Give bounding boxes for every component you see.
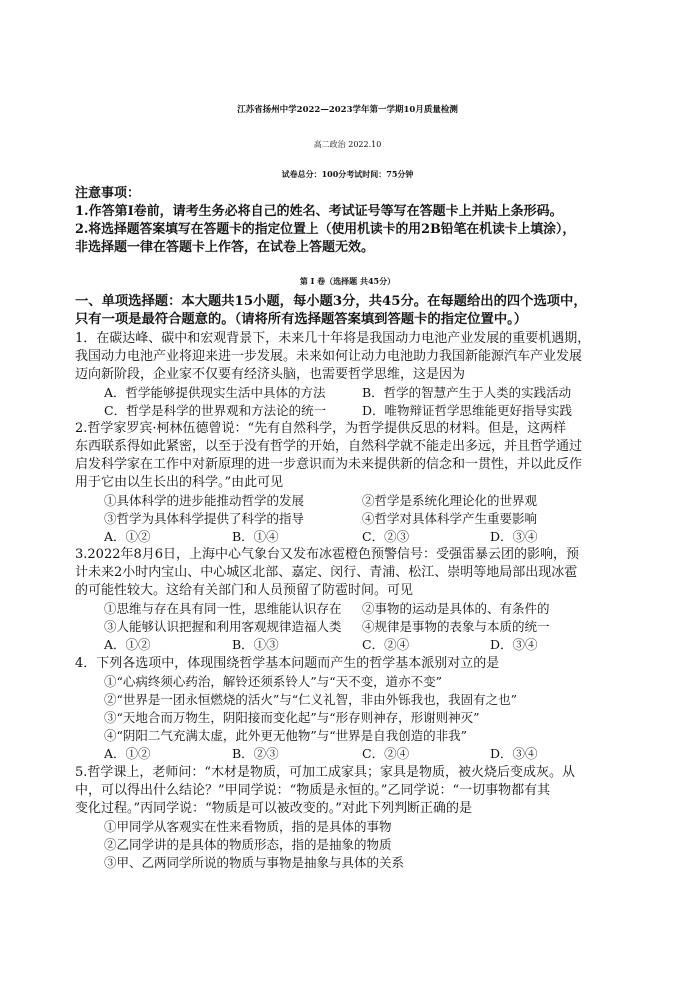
q5-stem-line-1: 5.哲学课上，老师问：“木材是物质，可加工成家具；家具是物质，被火烧后变成灰。从 bbox=[75, 765, 576, 780]
q5-statement-2: ②乙同学讲的是具体的物质形态，指的是抽象的物质 bbox=[104, 837, 392, 852]
q4-stem-line-1: 4．下列各选项中，体现围绕哲学基本问题而产生的哲学基本派别对立的是 bbox=[75, 656, 500, 671]
q1-stem-line-3: 迈向新阶段，企业家不仅要有经济头脑，也需要哲学思维，这是因为 bbox=[75, 367, 466, 382]
exam-title: 江苏省扬州中学2022—2023学年第一学期10月质量检测 bbox=[237, 105, 458, 115]
section-instruction-2: 只有一项是最符合题意的。（请将所有选择题答案填到答题卡的指定位置中。） bbox=[75, 312, 528, 327]
q2-stem-line-2: 东西联系得如此紧密，以至于没有哲学的开始，自然科学就不能走出多远，并且哲学通过 bbox=[75, 439, 583, 454]
q2-statement-1: ①具体科学的进步能推动哲学的发展 bbox=[104, 493, 305, 508]
q1-stem-line-1: 1．在碳达峰、碳中和宏观背景下，未来几十年将是我国动力电池产业发展的重要机遇期， bbox=[75, 331, 591, 346]
q4-option-a: A．①② bbox=[104, 746, 151, 761]
q2-option-a: A．①② bbox=[104, 529, 151, 544]
q1-option-c: C．哲学是科学的世界观和方法论的统一 bbox=[104, 403, 327, 418]
notice-heading: 注意事项： bbox=[75, 186, 141, 201]
q4-option-d: D．③④ bbox=[490, 746, 538, 761]
exam-info: 试卷总分：100分考试时间：75分钟 bbox=[281, 169, 414, 179]
q5-stem-line-3: 变化过程。”丙同学说：“物质是可以被改变的。”对此下列判断正确的是 bbox=[75, 801, 472, 816]
q1-option-a: A．哲学能够提供现实生活中具体的方法 bbox=[104, 385, 326, 400]
q1-stem-line-2: 我国动力电池产业将迎来进一步发展。未来如何让动力电池助力我国新能源汽车产业发展 bbox=[75, 349, 583, 364]
q4-statement-2: ②“世界是一团永恒燃烧的活火”与“仁义礼智，非由外铄我也，我固有之也” bbox=[104, 692, 518, 707]
section-instruction-1: 一、单项选择题：本大题共15小题，每小题3分，共45分。在每题给出的四个选项中， bbox=[75, 294, 587, 309]
q3-statement-2: ②事物的运动是具体的、有条件的 bbox=[362, 601, 550, 616]
q1-option-b: B．哲学的智慧产生于人类的实践活动 bbox=[362, 385, 572, 400]
q5-statement-1: ①甲同学从客观实在性来看物质，指的是具体的事物 bbox=[104, 819, 392, 834]
q4-option-c: C．②④ bbox=[362, 746, 410, 761]
q3-stem-line-2: 计未来2小时内宝山、中心城区北部、嘉定、闵行、青浦、松江、崇明等地局部出现冰雹 bbox=[75, 565, 578, 580]
q3-stem-line-3: 的可能性较大。这给有关部门和人员预留了防雹时间。可见 bbox=[75, 583, 414, 598]
exam-subtitle: 高二政治 2022.10 bbox=[313, 140, 382, 149]
q4-statement-4: ④“阴阳二气充满太虚，此外更无他物”与“世界是自我创造的非我” bbox=[104, 728, 468, 743]
q2-statement-2: ②哲学是系统化理论化的世界观 bbox=[362, 493, 538, 508]
section-title: 第 Ⅰ 卷（选择题 共45分） bbox=[299, 276, 396, 286]
q3-statement-1: ①思维与存在具有同一性，思维能认识存在 bbox=[104, 601, 342, 616]
q3-stem-line-1: 3.2022年8月6日，上海中心气象台又发布冰雹橙色预警信号：受强雷暴云团的影响，预 bbox=[75, 547, 580, 562]
q4-option-b: B．②③ bbox=[232, 746, 279, 761]
q2-stem-line-3: 启发科学家在工作中对新原理的进一步意识而为未来提供新的信念和一贯性，并以此反作 bbox=[75, 457, 583, 472]
q2-option-d: D．③④ bbox=[490, 529, 538, 544]
q2-statement-3: ③哲学为具体科学提供了科学的指导 bbox=[104, 511, 305, 526]
q2-option-b: B．①④ bbox=[232, 529, 279, 544]
q5-statement-3: ③甲、乙两同学所说的物质与事物是抽象与具体的关系 bbox=[104, 855, 405, 870]
notice-line-1: 1.作答第Ⅰ卷前，请考生务必将自己的姓名、考试证号等写在答题卡上并贴上条形码。 bbox=[75, 204, 563, 219]
q2-stem-line-1: 2.哲学家罗宾·柯林伍德曾说：“先有自然科学，为哲学提供反思的材料。但是，这两样 bbox=[75, 421, 567, 436]
q3-statement-3: ③人能够认识把握和利用客观规律造福人类 bbox=[104, 619, 342, 634]
q5-stem-line-2: 中，可以得出什么结论？”甲同学说：“物质是永恒的。”乙同学说：“一切事物都有其 bbox=[75, 783, 551, 798]
q3-statement-4: ④规律是事物的表象与本质的统一 bbox=[362, 619, 550, 634]
q4-statement-3: ③“天地合而万物生，阴阳接而变化起”与“形存则神存，形谢则神灭” bbox=[104, 710, 480, 725]
q3-option-d: D．③④ bbox=[490, 637, 538, 652]
notice-line-2a: 2.将选择题答案填写在答题卡的指定位置上（使用机读卡的用2B铅笔在机读卡上填涂）， bbox=[75, 222, 576, 237]
q2-statement-4: ④哲学对具体科学产生重要影响 bbox=[362, 511, 538, 526]
notice-line-2b: 非选择题一律在答题卡上作答，在试卷上答题无效。 bbox=[75, 240, 375, 255]
q4-statement-1: ①“心病终须心药治，解铃还须系铃人”与“天不变，道亦不变” bbox=[104, 674, 443, 689]
q3-option-a: A．①② bbox=[104, 637, 151, 652]
q2-stem-line-4: 用于它由以生长出的科学。”由此可见 bbox=[75, 475, 284, 490]
q2-option-c: C．②③ bbox=[362, 529, 410, 544]
q1-option-d: D．唯物辩证哲学思维能更好指导实践 bbox=[362, 403, 573, 418]
q3-option-b: B．①③ bbox=[232, 637, 279, 652]
q3-option-c: C．②④ bbox=[362, 637, 410, 652]
